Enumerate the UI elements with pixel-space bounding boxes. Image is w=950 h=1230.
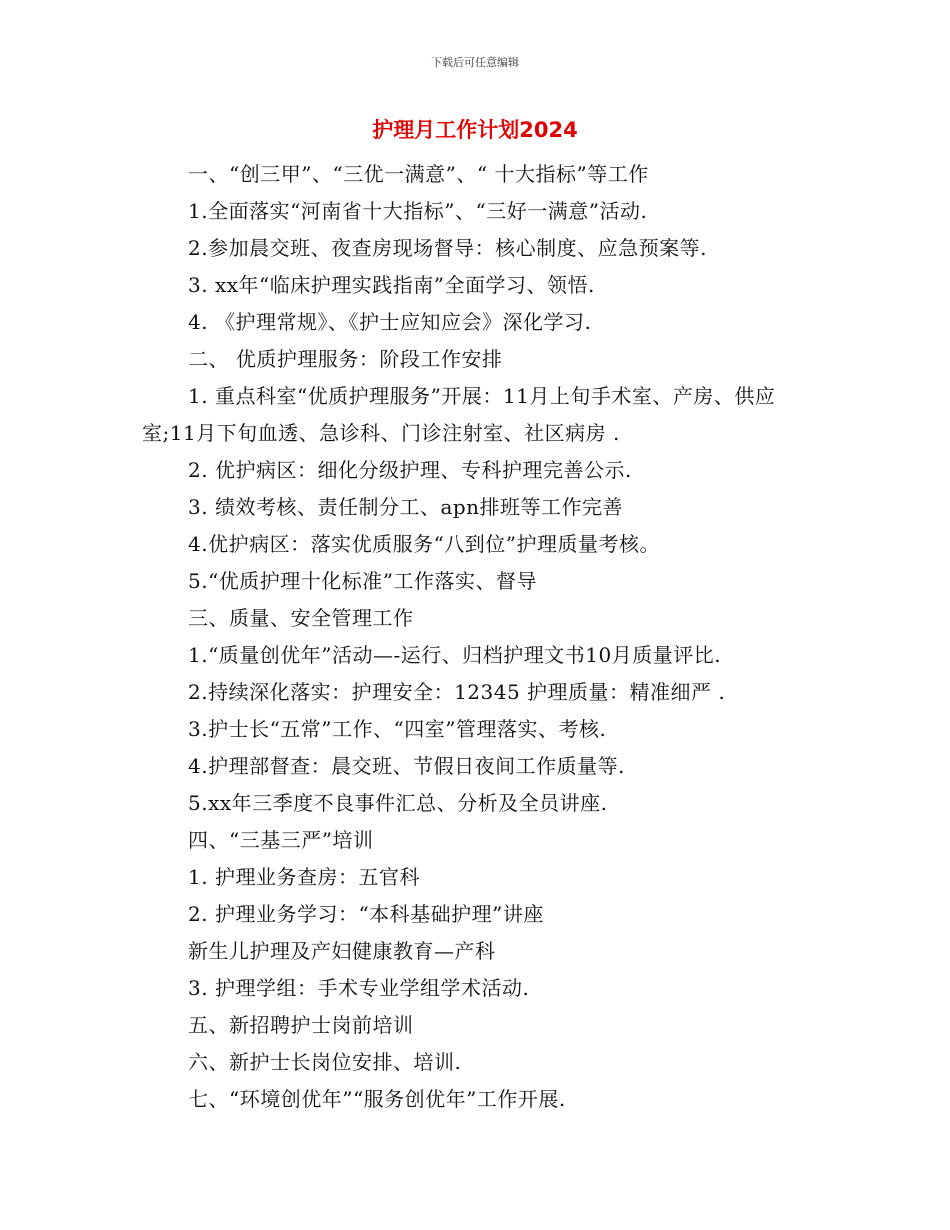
list-item: 2. 护理业务学习：“本科基础护理”讲座 (188, 902, 544, 926)
list-item: 2. 优护病区：细化分级护理、专科护理完善公示. (188, 458, 632, 482)
list-item: 3. 护理学组：手术专业学组学术活动. (188, 976, 530, 1000)
list-item: 5.xx年三季度不良事件汇总、分析及全员讲座. (188, 791, 608, 815)
header-note: 下载后可任意编辑 (431, 56, 519, 69)
section-heading-6: 六、新护士长岗位安排、培训. (188, 1050, 462, 1074)
list-item: 3. 绩效考核、责任制分工、apn排班等工作完善 (188, 495, 624, 519)
list-item: 1. 重点科室“优质护理服务”开展：11月上旬手术室、产房、供应室;11月下旬血透、急诊科、门诊注射室、社区病房 . (142, 384, 776, 445)
list-item: 新生儿护理及产妇健康教育—产科 (188, 939, 496, 963)
section-heading-1: 一、“创三甲”、“三优一满意”、“ 十大指标”等工作 (188, 162, 649, 186)
section-heading-7: 七、“环境创优年”“服务创优年”工作开展. (188, 1087, 566, 1111)
list-item: 4.护理部督查：晨交班、节假日夜间工作质量等. (188, 754, 625, 778)
section-heading-3: 三、质量、安全管理工作 (188, 606, 414, 630)
list-item: 5.“优质护理十化标准”工作落实、督导 (188, 569, 538, 593)
list-item: 3. xx年“临床护理实践指南”全面学习、领悟. (188, 273, 595, 297)
list-item: 2.参加晨交班、夜查房现场督导：核心制度、应急预案等. (188, 236, 707, 260)
document-title: 护理月工作计划2024 (372, 118, 578, 142)
list-item: 4. 《护理常规》、《护士应知应会》深化学习. (188, 310, 592, 334)
list-item: 1.“质量创优年”活动—-运行、归档护理文书10月质量评比. (188, 643, 722, 667)
list-item: 4.优护病区：落实优质服务“八到位”护理质量考核。 (188, 532, 661, 556)
document-body (142, 156, 822, 1118)
list-item: 1.全面落实“河南省十大指标”、“三好一满意”活动. (188, 199, 648, 223)
section-heading-4: 四、“三基三严”培训 (188, 828, 374, 852)
list-item: 2.持续深化落实：护理安全：12345 护理质量：精准细严 . (188, 680, 726, 704)
section-heading-2: 二、 优质护理服务：阶段工作安排 (188, 347, 503, 371)
section-heading-5: 五、新招聘护士岗前培训 (188, 1013, 414, 1037)
list-item: 3.护士长“五常”工作、“四室”管理落实、考核. (188, 717, 607, 741)
list-item: 1. 护理业务查房：五官科 (188, 865, 420, 889)
